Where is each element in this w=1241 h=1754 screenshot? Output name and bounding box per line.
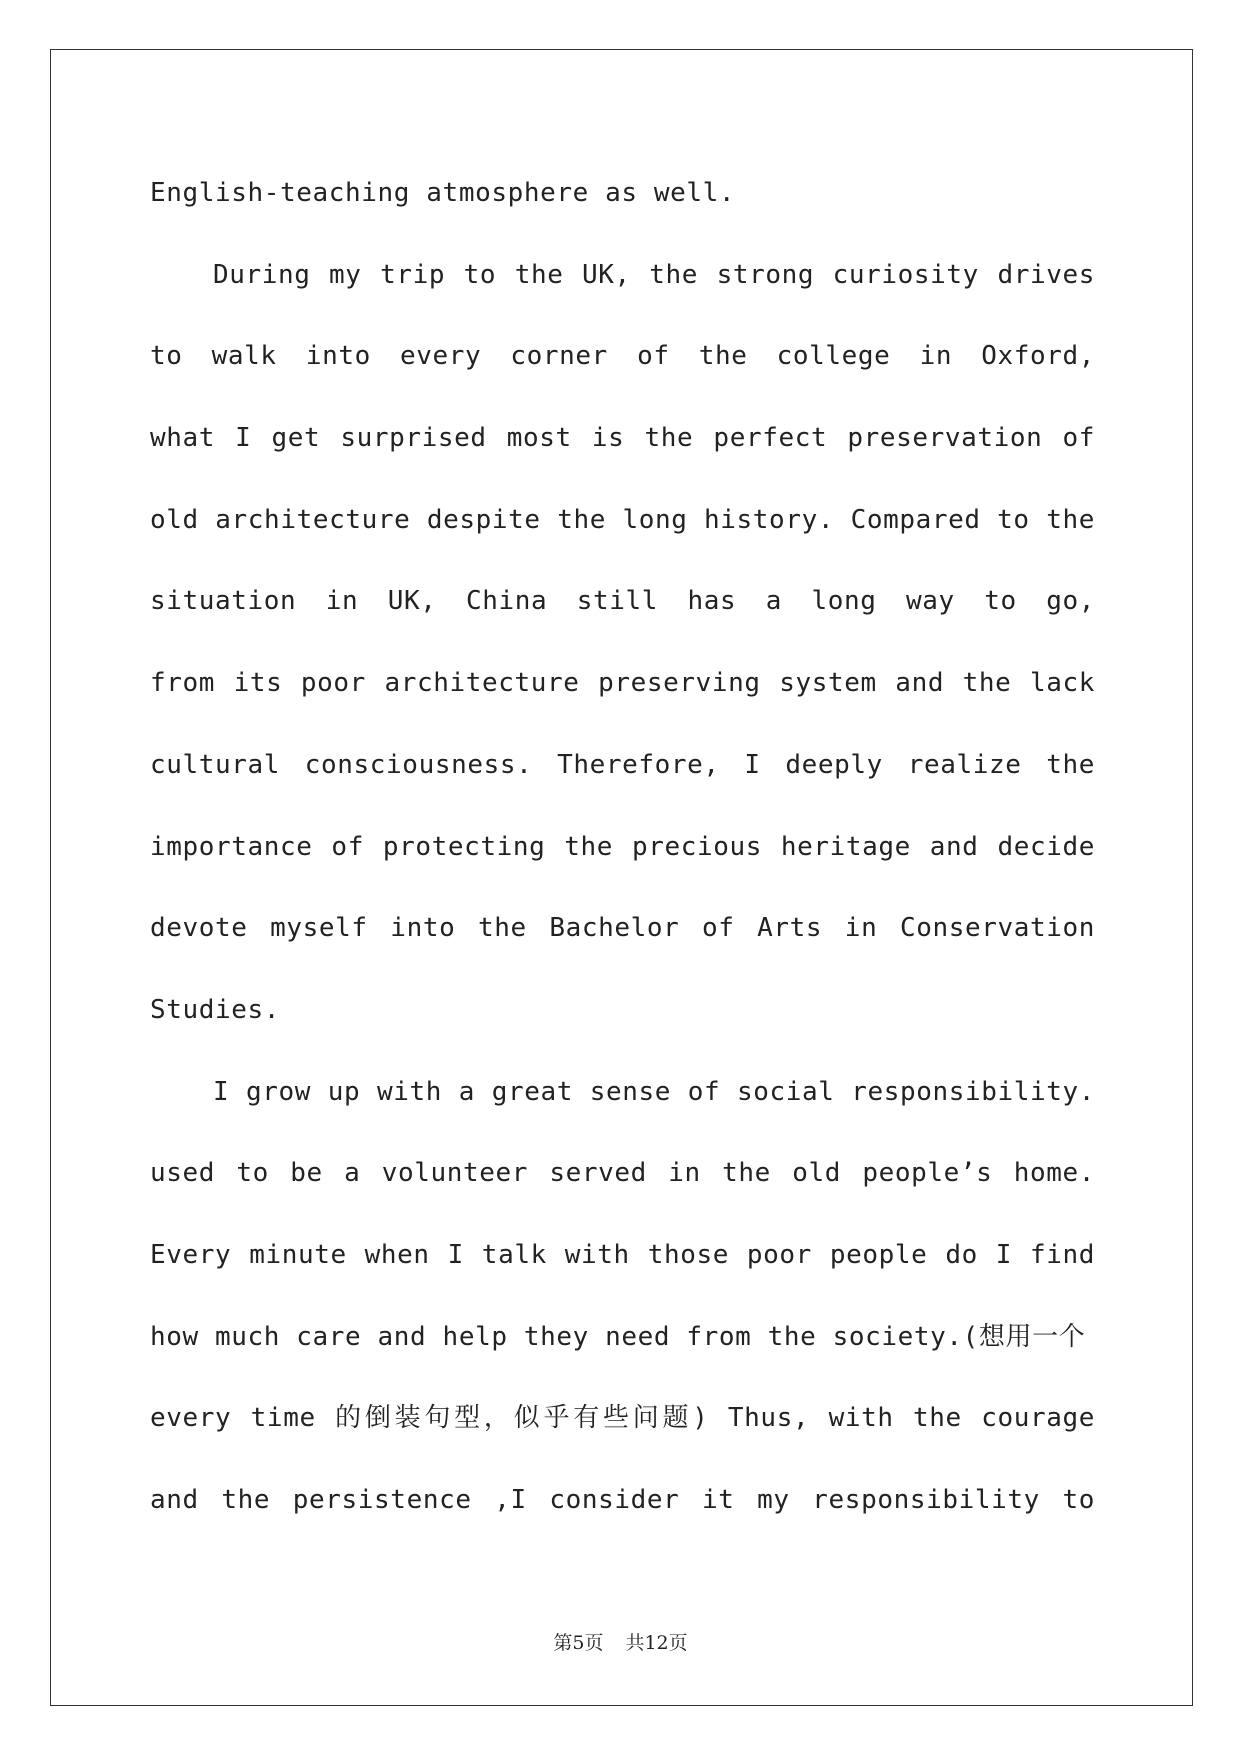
text-line: and the persistence ,I consider it my responsibility to bbox=[150, 1485, 1095, 1515]
text-line: Every minute when I talk with those poor people do I find bbox=[150, 1239, 1095, 1270]
text-line: situation in UK, China still has a long way to go, bbox=[150, 586, 1095, 617]
text-line: what I get surprised most is the perfect preservation of bbox=[150, 423, 1095, 454]
text-line: used to be a volunteer served in the old people’s home. bbox=[150, 1158, 1095, 1189]
text-line: Studies. bbox=[150, 994, 281, 1025]
page-footer bbox=[0, 1628, 1241, 1655]
text-line: cultural consciousness. Therefore, I deeply realize the bbox=[150, 749, 1095, 780]
text-line: old architecture despite the long history. Compared to the bbox=[150, 504, 1095, 535]
text-line: devote myself into the Bachelor of Arts in Conservation bbox=[150, 913, 1095, 944]
document-body bbox=[150, 153, 1095, 1542]
text-line: During my trip to the UK, the strong curiosity drives bbox=[213, 259, 1095, 290]
text-line: every time 的倒装句型，似乎有些问题) Thus, with the courage bbox=[150, 1403, 1095, 1434]
text-line: how much care and help they need from the society.(想用一个 bbox=[150, 1321, 1086, 1352]
text-line: importance of protecting the precious heritage and decide bbox=[150, 831, 1095, 862]
text-line: I grow up with a great sense of social responsibility. bbox=[213, 1076, 1095, 1107]
text-line: from its poor architecture preserving system and the lack bbox=[150, 668, 1095, 699]
text-line: English-teaching atmosphere as well. bbox=[150, 178, 736, 208]
text-line: to walk into every corner of the college in Oxford, bbox=[150, 341, 1095, 372]
page-total: 共12页 bbox=[625, 1632, 688, 1654]
page-number: 第5页 bbox=[553, 1632, 604, 1654]
